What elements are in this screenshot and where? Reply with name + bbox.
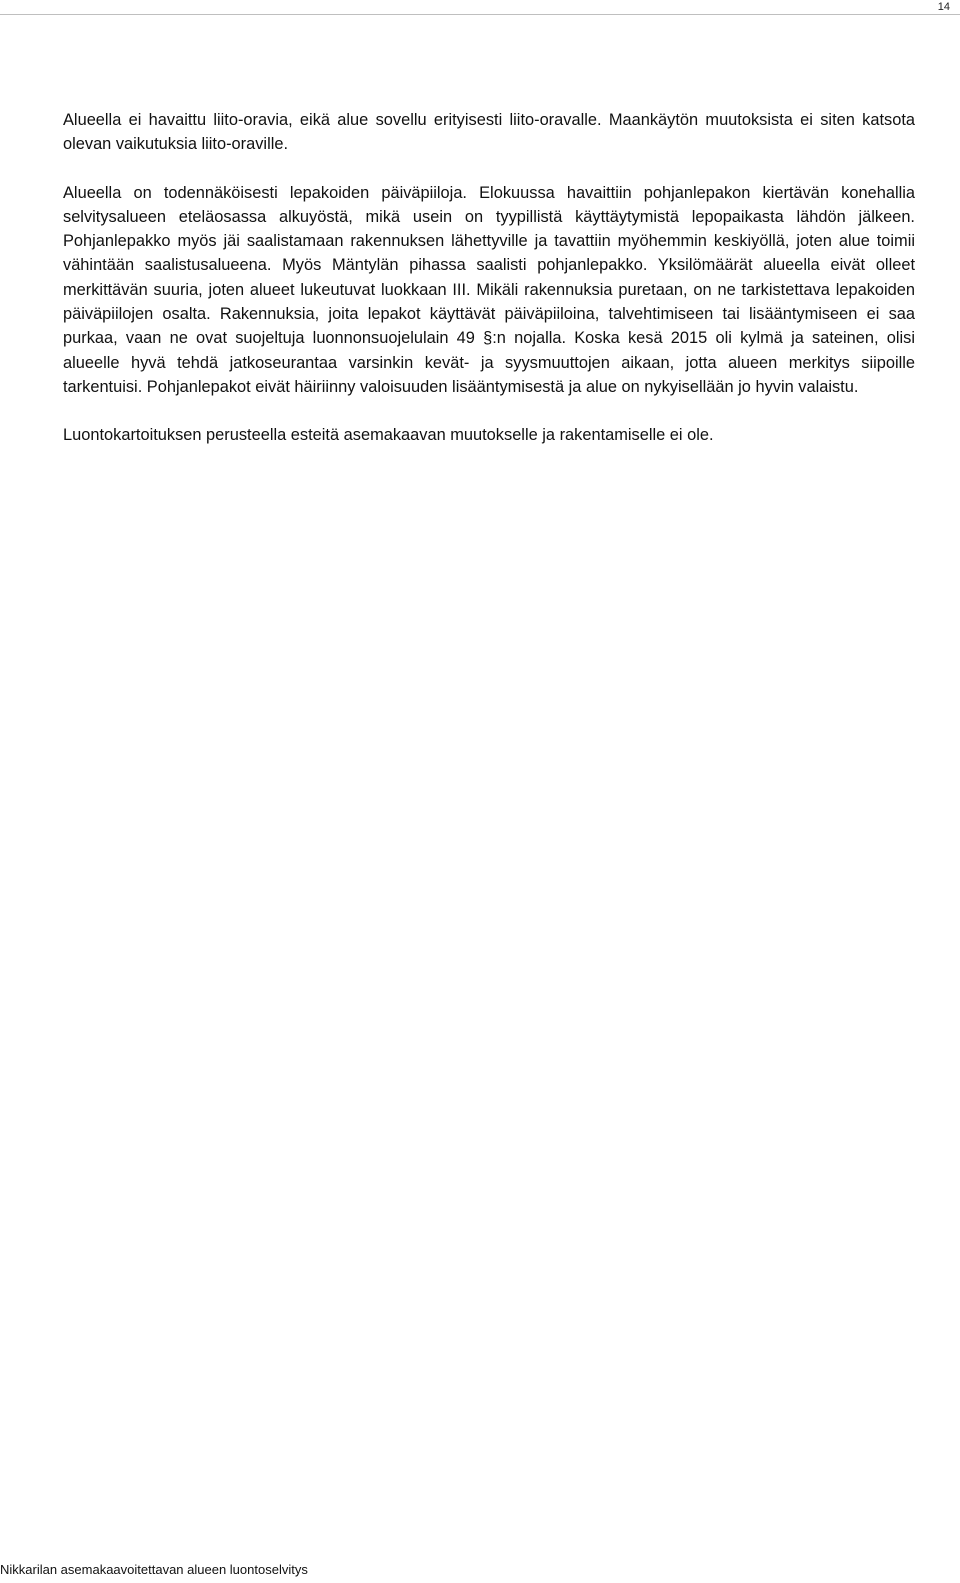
paragraph-conclusion: Luontokartoituksen perusteella esteitä asemakaavan muutokselle ja rakentamiselle ei ole. <box>63 426 714 445</box>
paragraph-bats: Alueella on todennäköisesti lepakoiden päiväpiiloja. Elokuussa havaittiin pohjanlepakon kiertävän konehallia selvitysalueen eteläosassa alkuyöstä, mikä usein on tyypillistä käyttäytymistä lepopaikasta lähdön jälkeen. Pohjanlepakko myös jäi saalistamaan rakennuksen lähettyville ja tavattiin myöhemmin keskiyöllä, joten alue toimii vähintään saalistusalueena. Myös Mäntylän pihassa saalisti pohjanlepakko. Yksilömäärät alueella eivät olleet merkittävän suuria, joten alueet lukeutuvat luokkaan III. Mikäli rakennuksia puretaan, on ne tarkistettava lepakoiden päiväpiilojen osalta. Rakennuksia, joita lepakot käyttävät päiväpiiloina, talvehtimiseen tai lisääntymiseen ei saa purkaa, vaan ne ovat suojeltuja luonnonsuojelulain 49 §:n nojalla. Koska kesä 2015 oli kylmä ja sateinen, olisi alueelle hyvä tehdä jatkoseurantaa varsinkin kevät- ja syysmuuttojen aikaan, jotta alueen merkitys siipoille tarkentuisi. Pohjanlepakot eivät häiriinny valoisuuden lisääntymisestä ja alue on nykyisellään jo hyvin valaistu. <box>63 183 915 396</box>
page-number: 14 <box>937 1 950 13</box>
document-body <box>63 108 915 448</box>
document-footer: Nikkarilan asemakaavoitettavan alueen luontoselvitys <box>0 1562 308 1577</box>
header-divider <box>0 14 960 15</box>
paragraph-flying-squirrel: Alueella ei havaittu liito-oravia, eikä alue sovellu erityisesti liito-oravalle. Maankäytön muutoksista ei siten katsota olevan vaikutuksia liito-oraville. <box>63 111 915 154</box>
